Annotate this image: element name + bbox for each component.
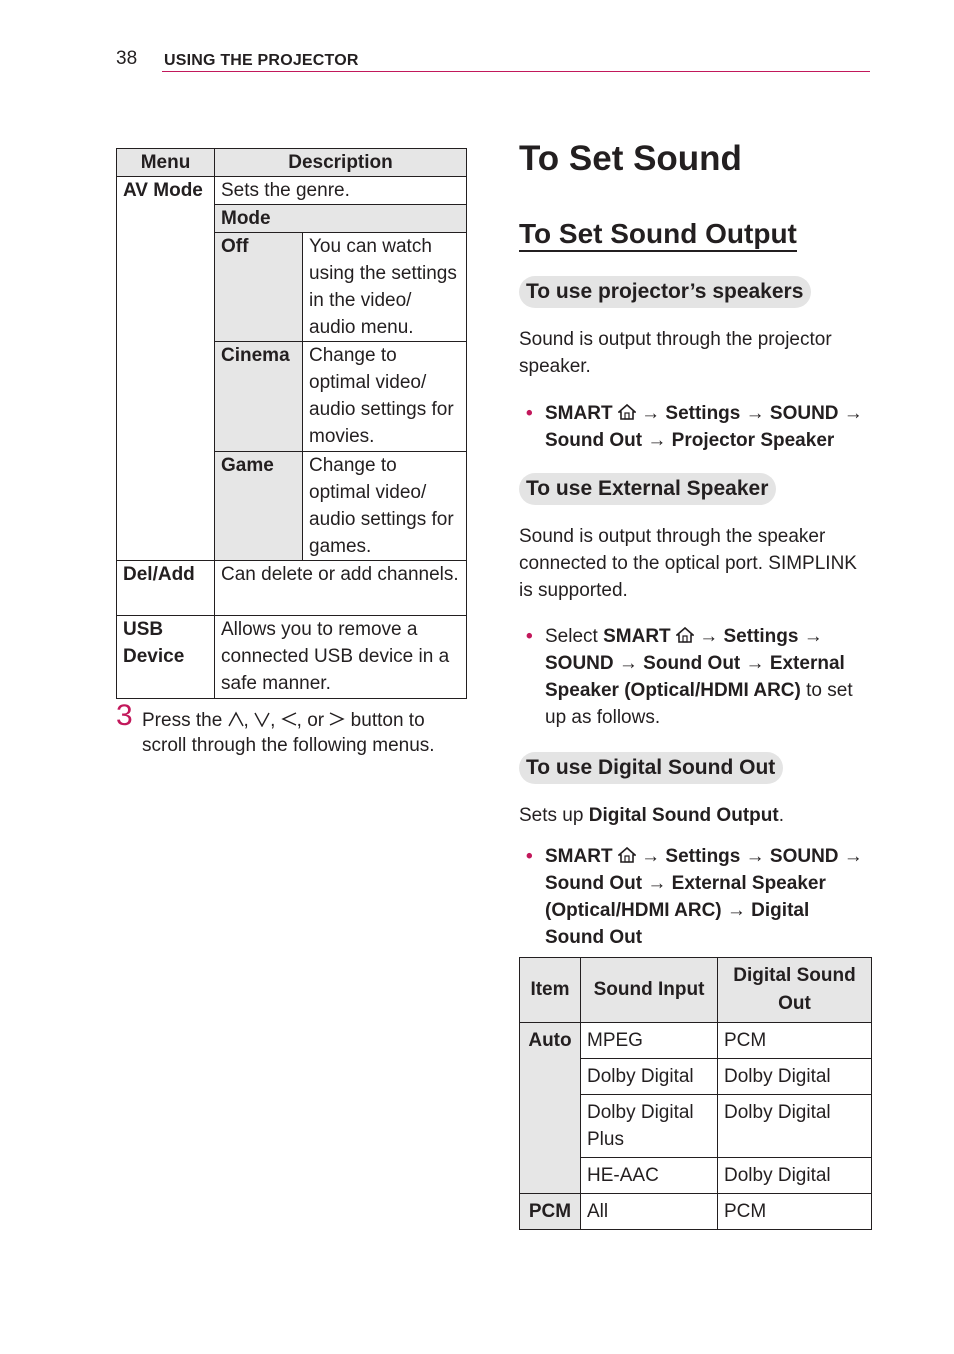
pill-projector-speakers: To use projector’s speakers [519,276,811,308]
home-icon [618,846,636,864]
step-text: Press the , , , or button to scroll through the following menus. [142,710,435,756]
table-cell: Dolby Digital [718,1158,872,1194]
item-pcm: PCM [520,1194,581,1230]
step-3 [116,700,466,758]
pill-digital-sound-out: To use Digital Sound Out [519,752,783,784]
col-header-digital-sound-out: Digital Sound Out [718,958,872,1023]
table-cell: HE-AAC [581,1158,718,1194]
table-cell: All [581,1194,718,1230]
menu-av-mode: AV Mode [117,177,215,561]
col-header-sound-input: Sound Input [581,958,718,1023]
table-cell: PCM [718,1023,872,1059]
up-arrow-icon [228,711,244,727]
table-cell: Dolby Digital [718,1095,872,1158]
mode-off-desc: You can watch using the settings in the video/ audio menu. [303,233,467,342]
projector-bullet: • SMART → Settings → SOUND → Sound Out → Projector Speaker [519,400,871,454]
table-cell: Dolby Digital Plus [581,1095,718,1158]
left-arrow-icon [281,711,297,727]
mode-header: Mode [215,205,467,233]
external-bullet: • Select SMART → Settings → SOUND → Sound Out → External Speaker (Optical/HDMI ARC) to set up as follows. [519,623,871,731]
home-icon [618,403,636,421]
digital-bullet: • SMART → Settings → SOUND → Sound Out → External Speaker (Optical/HDMI ARC) → Digital Sound Out [519,843,871,951]
menu-usb-device: USB Device [117,616,215,699]
digital-para: Sets up Digital Sound Output. [519,805,784,826]
av-mode-desc: Sets the genre. [215,177,467,205]
item-auto: Auto [520,1023,581,1194]
step-number: 3 [116,699,133,732]
table-cell: Dolby Digital [581,1059,718,1095]
col-header-description: Description [215,149,467,177]
projector-para: Sound is output through the projector speaker. [519,329,832,377]
table-cell: Dolby Digital [718,1059,872,1095]
table-cell: PCM [718,1194,872,1230]
menu-del-add: Del/Add [117,561,215,616]
external-para: Sound is output through the speaker connected to the optical port. SIMPLINK is supported. [519,526,857,601]
pill-external-speaker: To use External Speaker [519,473,776,505]
header-rule [162,71,870,72]
page-title: To Set Sound [519,139,742,178]
mode-game-desc: Change to optimal video/ audio settings for games. [303,452,467,561]
section-header: USING THE PROJECTOR [164,52,359,69]
sound-output-table [519,957,872,1230]
bullet-dot: • [526,403,533,424]
section-subtitle: To Set Sound Output [519,218,797,252]
mode-off: Off [215,233,303,342]
bullet-dot: • [526,846,533,867]
bullet-dot: • [526,626,533,647]
right-arrow-icon [329,711,345,727]
down-arrow-icon [254,711,270,727]
usb-device-desc: Allows you to remove a connected USB device in a safe manner. [215,616,467,699]
col-header-item: Item [520,958,581,1023]
col-header-menu: Menu [117,149,215,177]
mode-cinema-desc: Change to optimal video/ audio settings for movies. [303,342,467,452]
home-icon [676,626,694,644]
menu-table [116,148,467,699]
page-number: 38 [116,48,138,69]
mode-game: Game [215,452,303,561]
del-add-desc: Can delete or add channels. [215,561,467,616]
table-cell: MPEG [581,1023,718,1059]
mode-cinema: Cinema [215,342,303,452]
